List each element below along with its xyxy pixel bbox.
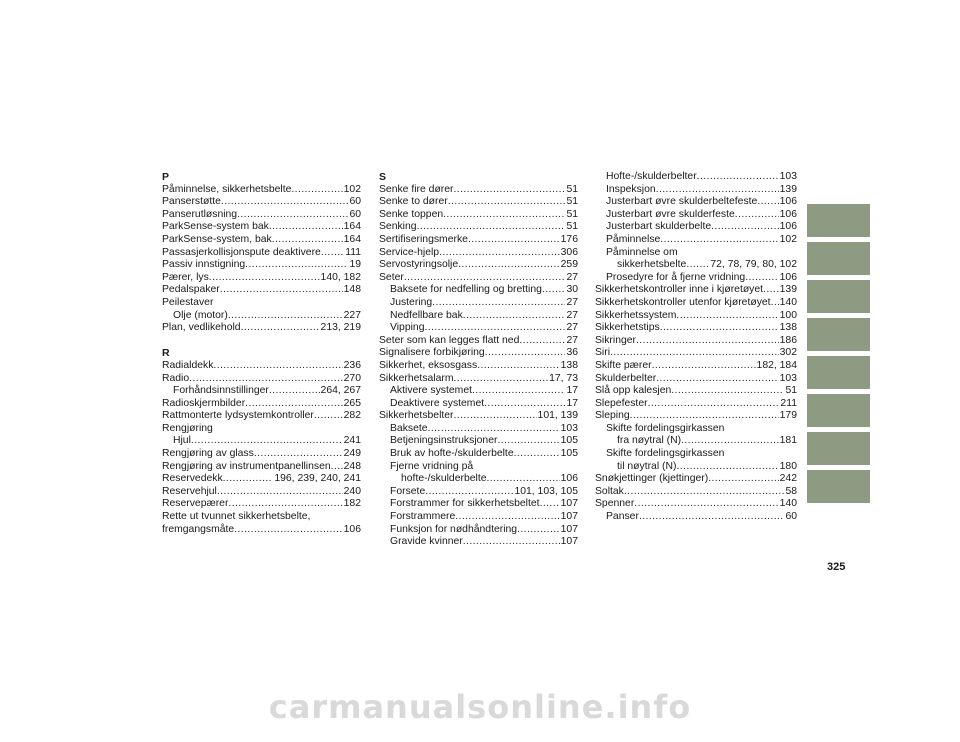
index-entry: Sikkerhetskontroller inne i kjøretøyet ..... 139 [595,284,797,297]
index-column-3 [595,171,797,524]
index-entry: Senke fire dører ..... 51 [379,184,578,197]
index-subentry: Baksete ..... 103 [379,423,578,436]
index-entry: Radialdekk ..... 236 [162,360,361,373]
index-entry: Sleping ..... 179 [595,410,797,423]
index-heading: Rette ut tvunnet sikkerhetsbelte, [162,511,311,523]
index-entry: Passasjerkollisjonspute deaktivere ..... 111 [162,247,361,260]
index-entry: Seter ..... 27 [379,272,578,285]
index-entry: Sertifiseringsmerke ..... 176 [379,234,578,247]
index-entry: Sikringer ..... 186 [595,335,797,348]
index-subentry: Forhåndsinnstillinger ..... 264, 267 [162,385,361,398]
index-subentry: Inspeksjon ..... 139 [595,184,797,197]
index-entry: Plan, vedlikehold ..... 213, 219 [162,322,361,335]
index-entry: ParkSense-system bak ..... 164 [162,221,361,234]
index-entry: Soltak ..... 58 [595,486,797,499]
index-entry: Skifte pærer ..... 182, 184 [595,360,797,373]
index-column-2 [379,171,578,549]
index-subentry: Forstrammer for sikkerhetsbeltet ..... 107 [379,498,578,511]
index-subentry: Gravide kvinner ..... 107 [379,536,578,549]
index-subentry: Forsete ..... 101, 103, 105 [379,486,578,499]
chapter-tab[interactable] [807,204,870,237]
chapter-tab[interactable] [807,432,870,465]
index-subentry: sikkerhetsbelte ..... 72, 78, 79, 80, 102 [595,259,797,272]
chapter-tab[interactable] [807,470,870,503]
index-entry: Radioskjermbilder ..... 265 [162,398,361,411]
index-entry: Passiv innstigning ..... 19 [162,259,361,272]
section-letter-r: R [162,347,170,360]
chapter-tab[interactable] [807,280,870,313]
index-entry: Skulderbelter ..... 103 [595,373,797,386]
index-entry: Rengjøring av instrumentpanellinsen ..... 248 [162,461,361,474]
index-entry: Spenner ..... 140 [595,498,797,511]
index-subentry: Olje (motor) ..... 227 [162,310,361,323]
index-entry: Sikkerhetsbelter ..... 101, 139 [379,410,578,423]
index-entry: Senke toppen ..... 51 [379,209,578,222]
index-entry: Reservehjul ..... 240 [162,486,361,499]
index-entry: Siri ..... 302 [595,347,797,360]
index-subentry: Funksjon for nødhåndtering ..... 107 [379,524,578,537]
index-subentry: Prosedyre for å fjerne vridning ..... 106 [595,272,797,285]
index-entry: Sikkerhetskontroller utenfor kjøretøyet ..... 140 [595,297,797,310]
index-entry: Slepefester ..... 211 [595,398,797,411]
index-entry: Reservedekk ..... 196, 239, 240, 241 [162,473,361,486]
index-entry: Påminnelse, sikkerhetsbelte ..... 102 [162,184,361,197]
index-entry: Sikkerhet, eksosgass ..... 138 [379,360,578,373]
index-entry: Reservepærer ..... 182 [162,498,361,511]
index-entry: Snøkjettinger (kjettinger) ..... 242 [595,473,797,486]
index-subentry: Påminnelse ..... 102 [595,234,797,247]
index-entry: Pedalspaker ..... 148 [162,284,361,297]
chapter-tab[interactable] [807,318,870,351]
index-entry: Seter som kan legges flatt ned ..... 27 [379,335,578,348]
index-subentry: fra nøytral (N) ..... 181 [595,435,797,448]
index-subentry: Aktivere systemet ..... 17 [379,385,578,398]
index-subheading: Skifte fordelingsgirkassen [606,448,725,460]
index-column-1 [162,171,361,536]
index-entry: Senke to dører ..... 51 [379,196,578,209]
index-entry: ParkSense-system, bak ..... 164 [162,234,361,247]
index-subentry: Hjul ..... 241 [162,435,361,448]
index-entry: Pærer, lys ..... 140, 182 [162,272,361,285]
index-entry: Sikkerhetsalarm ..... 17, 73 [379,373,578,386]
index-entry: Panserstøtte ..... 60 [162,196,361,209]
index-subentry: Justerbart skulderbelte ..... 106 [595,221,797,234]
index-subentry: hofte-/skulderbelte ..... 106 [379,473,578,486]
index-subentry: Hofte-/skulderbelter ..... 103 [595,171,797,184]
index-subentry: Justerbart øvre skulderbeltefeste ..... 106 [595,196,797,209]
index-entry: Service-hjelp ..... 306 [379,247,578,260]
index-entry: Panserutløsning ..... 60 [162,209,361,222]
index-subentry: Justerbart øvre skulderfeste ..... 106 [595,209,797,222]
index-subheading: Skifte fordelingsgirkassen [606,422,725,434]
chapter-tab[interactable] [807,356,870,389]
index-heading: Peilestaver [162,296,214,308]
index-entry: Servostyringsolje ..... 259 [379,259,578,272]
index-subentry: Forstrammere ..... 107 [379,511,578,524]
index-entry: Rattmonterte lydsystemkontroller ..... 282 [162,410,361,423]
index-entry: Slå opp kalesjen ..... 51 [595,385,797,398]
index-subentry: Deaktivere systemet ..... 17 [379,398,578,411]
watermark: carmanualsonline.info [268,688,692,726]
page-number: 325 [827,561,846,573]
index-entry: Radio ..... 270 [162,373,361,386]
chapter-tab[interactable] [807,394,870,427]
index-entry: Sikkerhetstips ..... 138 [595,322,797,335]
index-entry: Sikkerhetssystem ..... 100 [595,310,797,323]
index-entry: Signalisere forbikjøring ..... 36 [379,347,578,360]
index-subentry: Baksete for nedfelling og bretting ..... 30 [379,284,578,297]
index-entry: Rengjøring av glass ..... 249 [162,448,361,461]
chapter-tab[interactable] [807,242,870,275]
index-entry: Senking ..... 51 [379,221,578,234]
index-subentry: Justering ..... 27 [379,297,578,310]
index-subentry: Panser ..... 60 [595,511,797,524]
chapter-tabs [807,204,870,508]
index-subentry: Betjeningsinstruksjoner ..... 105 [379,435,578,448]
index-subentry: Vipping ..... 27 [379,322,578,335]
index-heading: Rengjøring [162,422,213,434]
section-letter-p: P [162,171,170,183]
index-subheading: Påminnelse om [606,246,678,258]
index-subentry: Nedfellbare bak ..... 27 [379,310,578,323]
section-letter-s: S [379,171,387,183]
index-subentry: Bruk av hofte-/skulderbelte ..... 105 [379,448,578,461]
index-subheading: Fjerne vridning på [390,460,474,472]
index-subentry: til nøytral (N) ..... 180 [595,461,797,474]
index-entry: fremgangsmåte ..... 106 [162,524,361,537]
